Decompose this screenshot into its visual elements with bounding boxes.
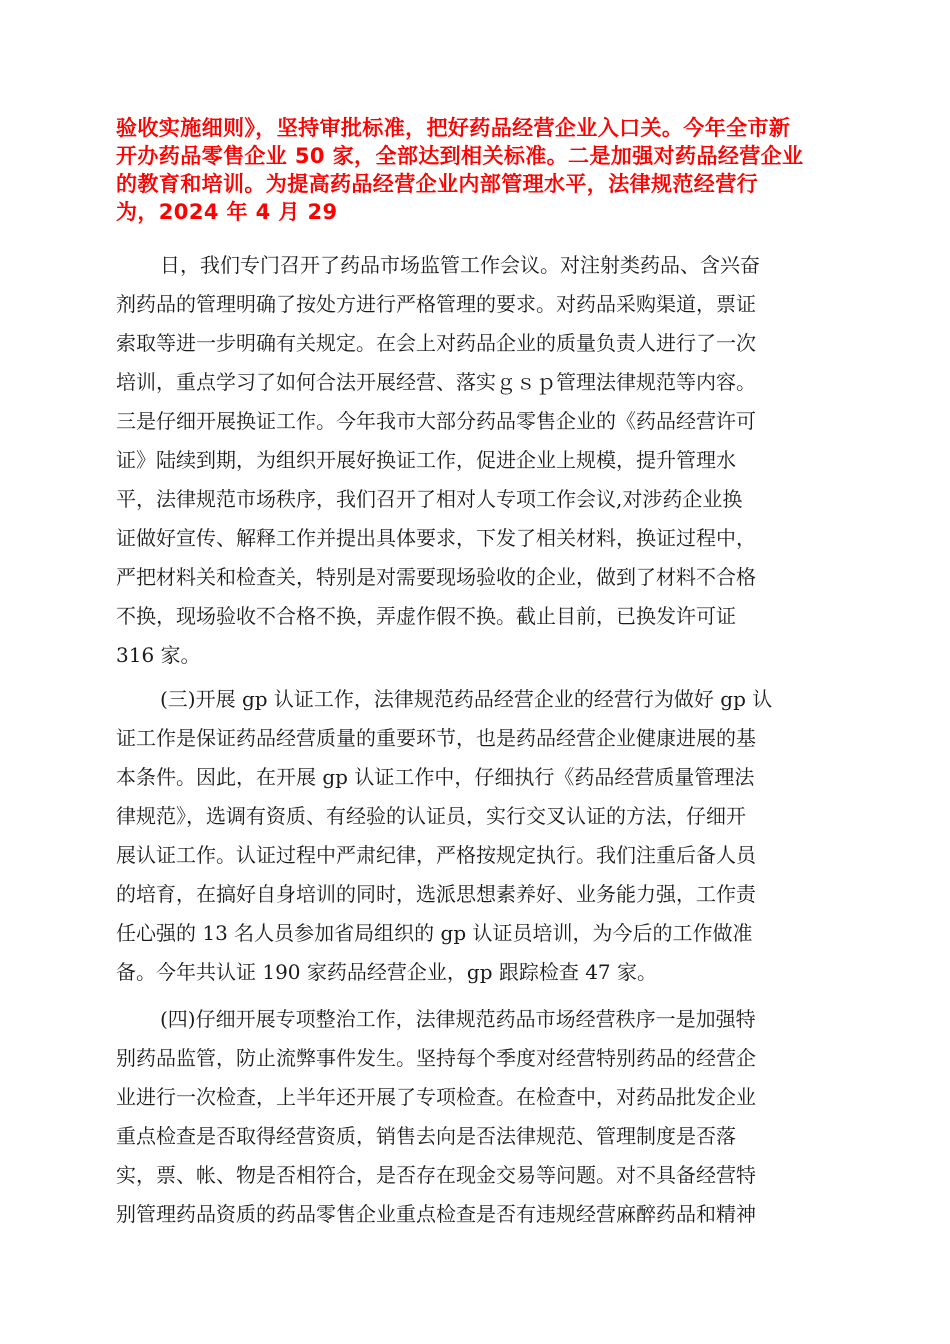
paragraph-line: 剂药品的管理明确了按处方进行严格管理的要求。对药品采购渠道，票证 xyxy=(116,292,756,316)
paragraph-line: 证工作是保证药品经营质量的重要环节，也是药品经营企业健康进展的基 xyxy=(116,726,756,750)
paragraph-line: 平，法律规范市场秩序，我们召开了相对人专项工作会议,对涉药企业换 xyxy=(116,487,743,511)
heading-line: 为，2024 年 4 月 29 xyxy=(116,200,338,224)
paragraph-line: 别药品监管，防止流弊事件发生。坚持每个季度对经营特别药品的经营企 xyxy=(116,1046,756,1070)
paragraph-line: 证做好宣传、解释工作并提出具体要求，下发了相关材料，换证过程中， xyxy=(116,526,756,550)
paragraph-line: 展认证工作。认证过程中严肃纪律，严格按规定执行。我们注重后备人员 xyxy=(116,843,756,867)
red-heading-block xyxy=(116,114,836,226)
heading-line: 开办药品零售企业 50 家，全部达到相关标准。二是加强对药品经营企业 xyxy=(116,144,804,168)
paragraph-special-rectification xyxy=(116,1000,836,1234)
paragraph-line: 实，票、帐、物是否相符合，是否存在现金交易等问题。对不具备经营特 xyxy=(116,1163,756,1187)
paragraph-line: 日，我们专门召开了药品市场监管工作会议。对注射类药品、含兴奋 xyxy=(160,253,760,277)
paragraph-line: 重点检查是否取得经营资质，销售去向是否法律规范、管理制度是否落 xyxy=(116,1124,736,1148)
heading-line: 验收实施细则》，坚持审批标准，把好药品经营企业入口关。今年全市新 xyxy=(116,116,791,140)
paragraph-line: 业进行一次检查，上半年还开展了专项检查。在检查中，对药品批发企业 xyxy=(116,1085,756,1109)
paragraph-line: 律规范》，选调有资质、有经验的认证员，实行交叉认证的方法，仔细开 xyxy=(116,804,746,828)
paragraph-line: 别管理药品资质的药品零售企业重点检查是否有违规经营麻醉药品和精神 xyxy=(116,1202,756,1226)
paragraph-line: 不换，现场验收不合格不换，弄虚作假不换。截止目前，已换发许可证 xyxy=(116,604,736,628)
paragraph-line: 严把材料关和检查关，特别是对需要现场验收的企业，做到了材料不合格 xyxy=(116,565,756,589)
paragraph-line: 任心强的 13 名人员参加省局组织的 gp 认证员培训，为今后的工作做准 xyxy=(116,921,753,945)
paragraph-gp-certification xyxy=(116,680,836,992)
paragraph-line: 备。今年共认证 190 家药品经营企业，gp 跟踪检查 47 家。 xyxy=(116,960,658,984)
paragraph-line: (三)开展 gp 认证工作，法律规范药品经营企业的经营行为做好 gp 认 xyxy=(160,687,773,711)
paragraph-license-renewal xyxy=(116,246,836,675)
paragraph-line: 本条件。因此，在开展 gp 认证工作中，仔细执行《药品经营质量管理法 xyxy=(116,765,755,789)
paragraph-line: 316 家。 xyxy=(116,643,201,667)
paragraph-line: 培训，重点学习了如何合法开展经营、落实ｇｓｐ管理法律规范等内容。 xyxy=(116,370,756,394)
paragraph-line: 索取等进一步明确有关规定。在会上对药品企业的质量负责人进行了一次 xyxy=(116,331,756,355)
paragraph-line: 三是仔细开展换证工作。今年我市大部分药品零售企业的《药品经营许可 xyxy=(116,409,756,433)
paragraph-line: 的培育，在搞好自身培训的同时，选派思想素养好、业务能力强，工作责 xyxy=(116,882,756,906)
heading-line: 的教育和培训。为提高药品经营企业内部管理水平，法律规范经营行 xyxy=(116,172,758,196)
paragraph-line: 证》陆续到期，为组织开展好换证工作，促进企业上规模，提升管理水 xyxy=(116,448,736,472)
paragraph-line: (四)仔细开展专项整治工作，法律规范药品市场经营秩序一是加强特 xyxy=(160,1007,756,1031)
